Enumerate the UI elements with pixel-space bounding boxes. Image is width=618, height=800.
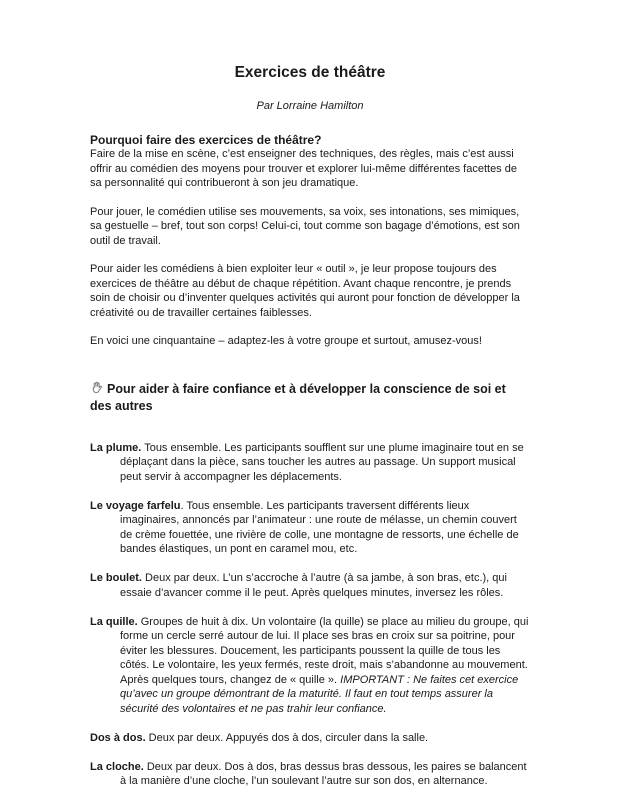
section-heading <box>90 381 530 414</box>
exercise-item <box>90 441 530 485</box>
exercise-name: Le voyage farfelu <box>90 499 181 512</box>
exercise-text: . Tous ensemble. Les participants traversent différents lieux imaginaires, annoncés par l’animateur : une route de mélasse, un chemin couvert de crème fouettée, une rivière de colle, une montagne de ressorts, une échelle de bandes élastiques, un pont en caramel mou, etc. <box>120 499 519 556</box>
exercise-item <box>90 615 530 717</box>
exercise-name: La quille. <box>90 615 138 628</box>
section-heading-text: Pour aider à faire confiance et à développer la conscience de soi et des autres <box>90 381 506 413</box>
document-title: Exercices de théâtre <box>234 64 386 81</box>
exercise-name: Dos à dos. <box>90 731 146 744</box>
document-byline: Par Lorraine Hamilton <box>256 99 364 112</box>
exercise-name: Le boulet. <box>90 572 142 585</box>
exercise-item <box>90 499 530 557</box>
intro-paragraph: Pour jouer, le comédien utilise ses mouvements, sa voix, ses intonations, ses mimiques, sa gestuelle – bref, tout son corps! Celui-ci, tout comme son bagage d’émotions, est son outil de travail. <box>90 205 520 247</box>
exercise-list <box>90 441 530 789</box>
exercise-text: Deux par deux. Appuyés dos à dos, circuler dans la salle. <box>145 731 429 744</box>
intro-paragraph: Faire de la mise en scène, c’est enseigner des techniques, des règles, mais c’est aussi offrir au comédien des moyens pour trouver et explorer lui-même différentes facettes de sa personnalité qui contribueront à son jeu dramatique. <box>90 148 517 190</box>
exercise-item <box>90 731 530 746</box>
intro-heading: Pourquoi faire des exercices de théâtre? <box>90 132 322 147</box>
exercise-text: Groupes de huit à dix. Un volontaire (la quille) se place au milieu du groupe, qui forme un cercle serré autour de lui. Il place ses bras en croix sur sa poitrine, pour éviter les blessures. Doucement, les participants poussent la quille de tous les côtés. Le volontaire, les yeux fermés, reste droit, mais s’abandonne au mouvement. Après quelques tours, changez de « quille ». <box>120 615 529 686</box>
exercise-name: La plume. <box>90 441 142 454</box>
exercise-name: La cloche. <box>90 760 144 773</box>
exercise-item <box>90 571 530 600</box>
exercise-text: Deux par deux. L’un s’accroche à l’autre (à sa jambe, à son bras, etc.), qui essaie d’avancer comme il le peut. Après quelques minutes, inversez les rôles. <box>120 572 507 599</box>
exercise-text: Deux par deux. Dos à dos, bras dessus bras dessous, les paires se balancent à la manière d’une cloche, l’un soulevant l’autre sur son dos, en alternance. <box>120 760 527 788</box>
intro-paragraph: En voici une cinquantaine – adaptez-les à votre groupe et surtout, amusez-vous! <box>90 335 482 348</box>
exercise-item <box>90 760 530 789</box>
exercise-text: Tous ensemble. Les participants soufflent sur une plume imaginaire tout en se déplaçant dans la pièce, sans toucher les autres au passage. Un support musical peut servir à accompagner les déplacements. <box>120 441 524 483</box>
hand-icon <box>90 381 103 398</box>
intro-paragraph: Pour aider les comédiens à bien exploiter leur « outil », je leur propose toujours des exercices de théâtre au début de chaque répétition. Avant chaque rencontre, je prends soin de choisir ou d’inventer quelques activités qui auront pour fonction de développer la créativité ou de travailler certaines faiblesses. <box>90 263 520 319</box>
exercise-note: IMPORTANT : Ne faites cet exercice qu’avec un groupe démontrant de la maturité. Il faut en tout temps assurer la sécurité des volontaires et ne pas trahir leur confiance. <box>120 673 519 715</box>
